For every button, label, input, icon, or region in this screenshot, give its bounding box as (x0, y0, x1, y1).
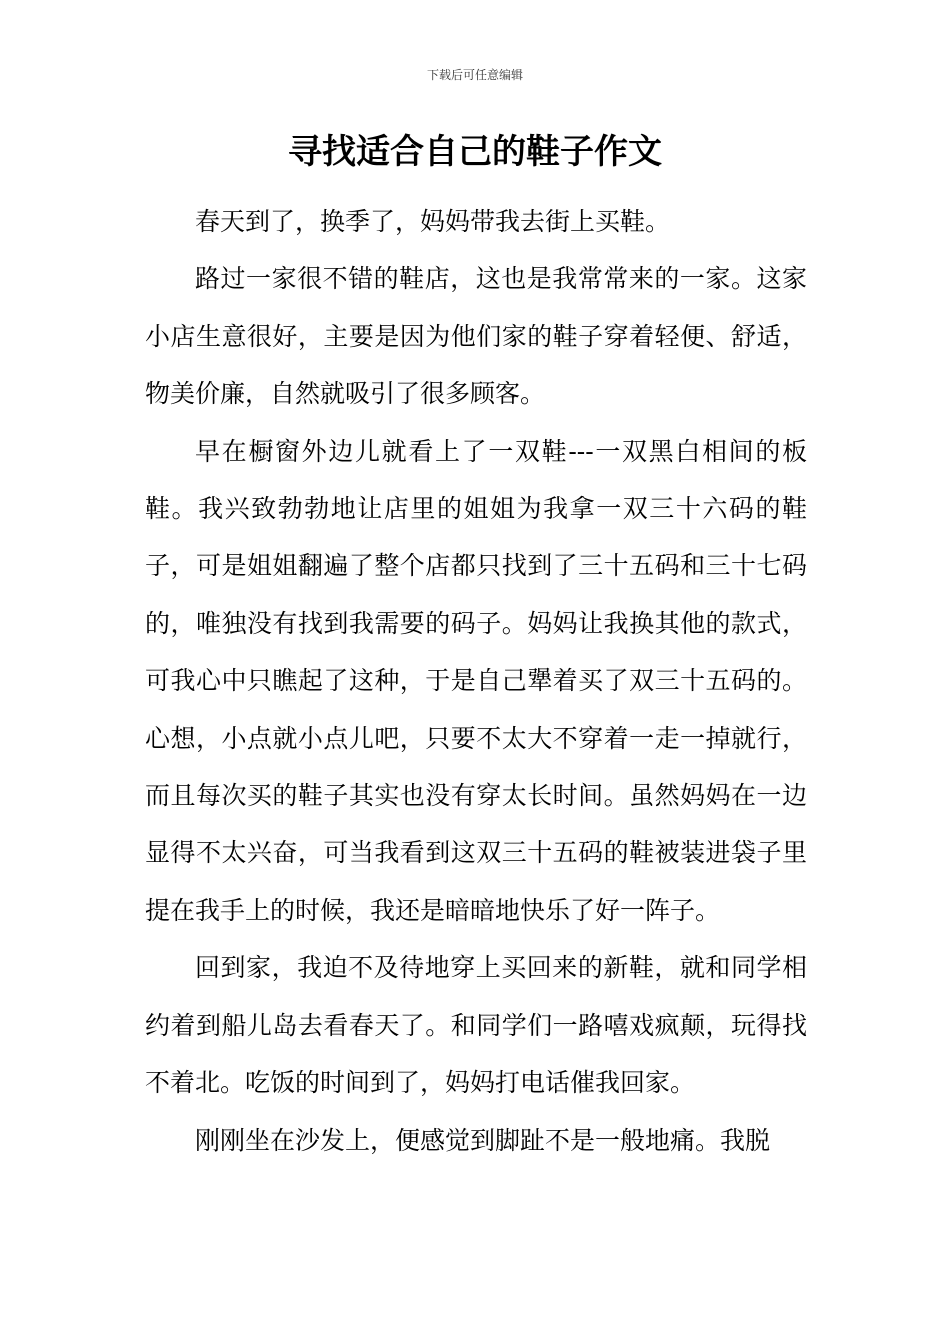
header-note: 下载后可任意编辑 (426, 68, 523, 82)
paragraph: 回到家，我迫不及待地穿上买回来的新鞋，就和同学相约着到船儿岛去看春天了。和同学们一路嘻戏疯颠，玩得找不着北。吃饭的时间到了，妈妈打电话催我回家。 (145, 953, 807, 1098)
paragraph: 路过一家很不错的鞋店，这也是我常常来的一家。这家小店生意很好，主要是因为他们家的鞋子穿着轻便、舒适，物美价廉，自然就吸引了很多顾客。 (145, 264, 807, 409)
document-body (145, 193, 807, 1169)
paragraph: 早在橱窗外边儿就看上了一双鞋---一双黑白相间的板鞋。我兴致勃勃地让店里的姐姐为我拿一双三十六码的鞋子，可是姐姐翻遍了整个店都只找到了三十五码和三十七码的，唯独没有找到我需要的码子。妈妈让我换其他的款式，可我心中只瞧起了这种，于是自己犟着买了双三十五码的。心想，小点就小点儿吧，只要不太大不穿着一走一掉就行，而且每次买的鞋子其实也没有穿太长时间。虽然妈妈在一边显得不太兴奋，可当我看到这双三十五码的鞋被装进袋子里提在我手上的时候，我还是暗暗地快乐了好一阵子。 (145, 436, 807, 925)
paragraph: 刚刚坐在沙发上，便感觉到脚趾不是一般地痛。我脱 (195, 1125, 771, 1155)
document-title: 寻找适合自己的鞋子作文 (288, 132, 662, 172)
paragraph: 春天到了，换季了，妈妈带我去街上买鞋。 (195, 207, 671, 236)
